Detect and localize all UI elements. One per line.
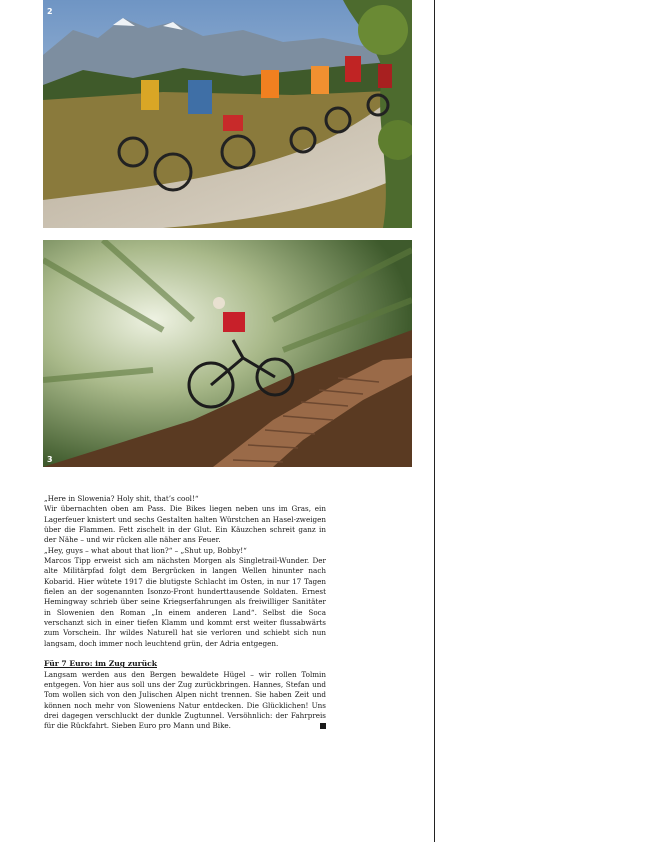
photo-biker-boardwalk xyxy=(43,240,412,467)
photo-group-ride-illustration xyxy=(43,0,412,228)
photo-boardwalk-illustration xyxy=(43,240,412,467)
article-closing-paragraph xyxy=(44,670,326,732)
article-subheading: Für 7 Euro: im Zug zurück xyxy=(44,659,157,669)
article-closing-text: Langsam werden aus den Bergen bewaldete Hügel – wir rollen Tolmin entgegen. Von hier aus soll uns der Zug zurückbringen. Hannes, Stefan und Tom wollen sich von den Julischen Alpen nicht trennen. Sie haben Zeit und können noch mehr von Sloweniens Natur entdecken. Die Glücklichen! Uns drei dagegen verschluckt der dunkle Zugtunnel. Versöhnlich: der Fahrpreis für die Rückfahrt. Sieben Euro pro Mann und Bike. xyxy=(44,669,326,731)
end-of-article-mark xyxy=(320,723,326,729)
article-paragraph: Marcos Tipp erweist sich am nächsten Morgen als Singletrail-Wunder. Der alte Militärpfad folgt dem Bergrücken in langen Wellen hinunter nach Kobarid. Hier wütete 1917 die blutigste Schlacht im Osten, in nur 17 Tagen fielen an der sogenannten Isonzo-Front hunderttausende Soldaten. Ernest Hemingway schrieb über seine Kriegserfahrungen als freiwilliger Sanitäter in Slowenien den Roman „In einem anderen Land“. Selbst die Soca verschanzt sich in einer tiefen Klamm und kommt erst weiter flussabwärts zum Vorschein. Ihr wildes Naturell hat sie verloren und schiebt sich nun langsam, doch immer noch leuchtend grün, der Adria entgegen. xyxy=(44,556,326,648)
photo-mountain-bikers-group xyxy=(43,0,412,228)
article-paragraph: „Here in Slowenia? Holy shit, that’s cool!“ xyxy=(44,494,199,503)
article-paragraph: „Hey, guys – what about that lion?“ – „Shut up, Bobby!“ xyxy=(44,545,247,555)
photo-number-label: 3 xyxy=(47,455,53,464)
article-body xyxy=(44,494,326,732)
article-paragraph: Wir übernachten oben am Pass. Die Bikes liegen neben uns im Gras, ein Lagerfeuer knistert und sechs Gestalten halten Würstchen an Hasel-zweigen über die Flammen. Fett zischelt in der Glut. Ein Käuzchen schreit ganz in der Nähe – und wir rücken alle näher ans Feuer. xyxy=(44,504,326,545)
column-divider-line xyxy=(434,0,435,842)
photo-number-label: 2 xyxy=(47,7,53,16)
